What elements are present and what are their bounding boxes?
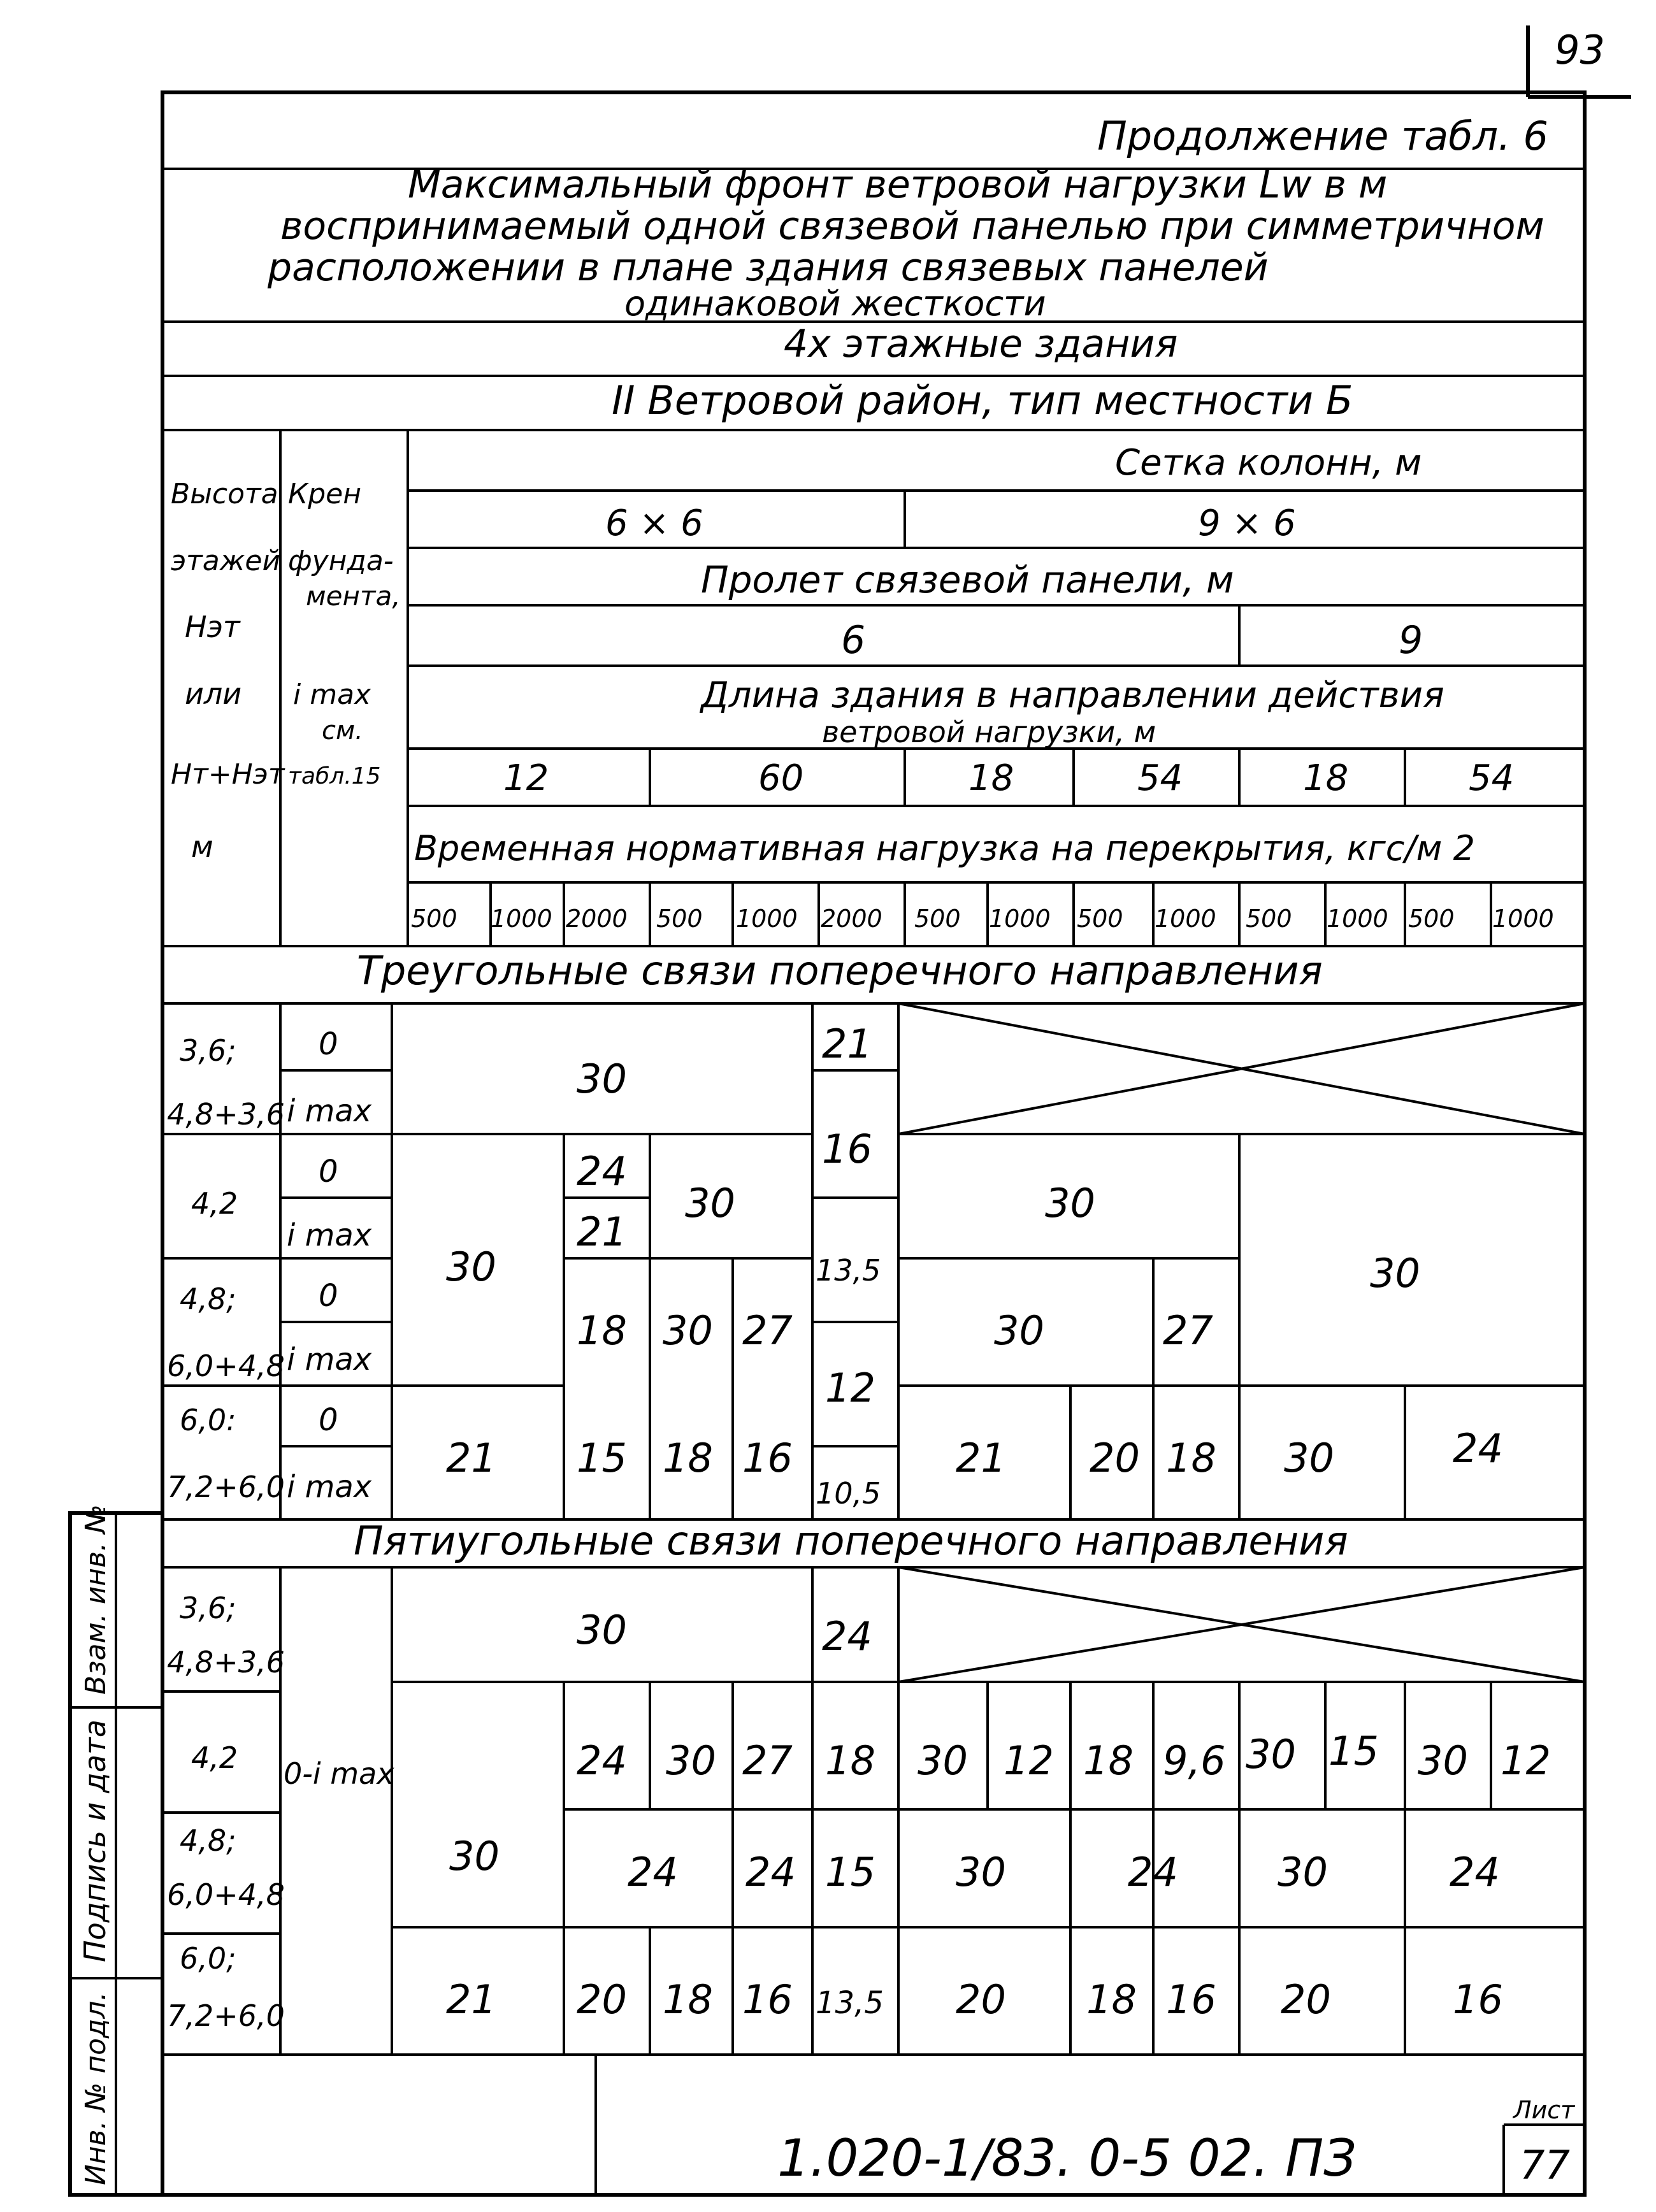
svg-text:30: 30 [685, 1180, 735, 1226]
svg-text:16: 16 [822, 1126, 872, 1172]
pentagonal-grid [162, 1567, 1585, 2055]
side-stamp [70, 1504, 162, 2195]
live-load-label: Временная нормативная нагрузка на перекрытия, кгс/м 2 [414, 828, 1475, 868]
svg-text:30: 30 [577, 1607, 627, 1653]
building-length-label-2: ветровой нагрузки, м [822, 715, 1156, 749]
tilt-column-header [288, 478, 401, 789]
svg-text:54: 54 [1469, 758, 1515, 799]
svg-text:0: 0 [319, 1026, 338, 1062]
svg-text:см.: см. [322, 716, 363, 745]
svg-text:Подпись и дата: Подпись и дата [78, 1719, 112, 1962]
svg-text:20: 20 [1281, 1976, 1331, 2023]
svg-text:30: 30 [918, 1737, 968, 1784]
svg-text:30: 30 [1045, 1180, 1095, 1226]
svg-text:21: 21 [577, 1209, 627, 1255]
svg-text:20: 20 [1090, 1435, 1140, 1481]
svg-text:30: 30 [446, 1244, 496, 1290]
svg-text:i max: i max [287, 1342, 372, 1377]
svg-text:24: 24 [577, 1148, 627, 1195]
panel-span-label: Пролет связевой панели, м [701, 558, 1234, 601]
sheet-label: Лист [1513, 2096, 1575, 2124]
svg-text:30: 30 [1278, 1849, 1328, 1895]
column-grid-label: Сетка колонн, м [1115, 442, 1422, 484]
svg-text:12: 12 [825, 1365, 875, 1411]
svg-text:i max: i max [287, 1093, 372, 1129]
svg-text:54: 54 [1137, 758, 1183, 799]
svg-text:20: 20 [577, 1976, 627, 2023]
svg-text:6,0;: 6,0; [180, 1941, 236, 1976]
svg-text:500: 500 [656, 905, 703, 933]
svg-text:13,5: 13,5 [816, 1985, 884, 2021]
svg-text:Нт+Нэт: Нт+Нэт [171, 758, 285, 791]
svg-text:30: 30 [1418, 1737, 1468, 1784]
table-continuation-caption: Продолжение табл. 6 [1097, 113, 1548, 159]
sheet-number: 77 [1520, 2142, 1570, 2188]
svg-text:18: 18 [663, 1976, 713, 2023]
svg-text:4,8+3,6: 4,8+3,6 [167, 1097, 285, 1131]
svg-text:0: 0 [319, 1278, 338, 1314]
grid-6x6: 6 × 6 [605, 503, 703, 544]
svg-text:15: 15 [1328, 1728, 1379, 1774]
svg-text:30: 30 [1370, 1250, 1420, 1296]
document-code: 1.020-1/83. 0-5 02. ПЗ [777, 2129, 1357, 2188]
svg-text:18: 18 [825, 1737, 875, 1784]
svg-text:24: 24 [1450, 1849, 1500, 1895]
svg-text:30: 30 [994, 1307, 1044, 1354]
svg-text:или: или [185, 677, 242, 711]
svg-text:4,8;: 4,8; [180, 1823, 236, 1858]
svg-text:30: 30 [663, 1307, 713, 1354]
svg-text:4,2: 4,2 [191, 1741, 238, 1775]
svg-text:3,6;: 3,6; [180, 1591, 236, 1625]
svg-text:15: 15 [825, 1849, 875, 1895]
svg-text:1000: 1000 [736, 905, 798, 933]
triangular-tilt-labels [287, 1026, 372, 1505]
svg-text:Нэт: Нэт [185, 610, 240, 644]
svg-text:16: 16 [742, 1976, 793, 2023]
svg-text:10,5: 10,5 [816, 1476, 881, 1511]
svg-text:24: 24 [745, 1849, 796, 1895]
page-number: 93 [1555, 27, 1605, 73]
svg-text:6,0+4,8: 6,0+4,8 [167, 1349, 285, 1383]
svg-text:500: 500 [411, 905, 457, 933]
svg-text:2000: 2000 [566, 905, 628, 933]
svg-text:9,6: 9,6 [1163, 1737, 1226, 1784]
svg-text:Инв. № подл.: Инв. № подл. [80, 1992, 112, 2185]
svg-text:24: 24 [628, 1849, 678, 1895]
svg-text:16: 16 [1453, 1976, 1503, 2023]
svg-text:30: 30 [449, 1833, 500, 1879]
svg-text:12: 12 [1501, 1737, 1551, 1784]
svg-text:7,2+6,0: 7,2+6,0 [167, 1999, 285, 2033]
height-column-header [171, 478, 285, 864]
triangular-height-labels [167, 1033, 285, 1504]
title-line-1: Максимальный фронт ветровой нагрузки Lw в м [408, 162, 1388, 207]
svg-text:18: 18 [968, 758, 1014, 799]
svg-text:6,0+4,8: 6,0+4,8 [167, 1878, 285, 1912]
svg-text:30: 30 [666, 1737, 716, 1784]
svg-text:18: 18 [1166, 1435, 1216, 1481]
svg-text:фунда-: фунда- [288, 545, 394, 577]
svg-text:24: 24 [577, 1737, 627, 1784]
pentagonal-values [446, 1607, 1551, 2023]
svg-text:21: 21 [956, 1435, 1006, 1481]
svg-text:18: 18 [1086, 1976, 1137, 2023]
svg-text:24: 24 [822, 1613, 872, 1660]
svg-text:60: 60 [758, 758, 804, 799]
svg-text:мента,: мента, [306, 580, 401, 612]
svg-text:этажей: этажей [171, 545, 281, 577]
svg-text:1000: 1000 [989, 905, 1051, 933]
svg-text:500: 500 [914, 905, 961, 933]
svg-text:21: 21 [822, 1021, 872, 1067]
svg-text:7,2+6,0: 7,2+6,0 [167, 1470, 285, 1504]
svg-text:табл.15: табл.15 [288, 763, 381, 789]
svg-text:13,5: 13,5 [816, 1253, 881, 1288]
grid-9x6: 9 × 6 [1198, 503, 1296, 544]
svg-text:15: 15 [577, 1435, 627, 1481]
svg-text:4,8;: 4,8; [180, 1282, 236, 1316]
title-line-4: одинаковой жесткости [624, 284, 1046, 324]
svg-text:16: 16 [1166, 1976, 1216, 2023]
svg-text:27: 27 [742, 1737, 793, 1784]
svg-text:27: 27 [742, 1307, 793, 1354]
span-9: 9 [1399, 618, 1423, 663]
triangular-values [446, 1021, 1503, 1511]
svg-text:21: 21 [446, 1435, 496, 1481]
svg-text:18: 18 [1083, 1737, 1134, 1784]
svg-text:3,6;: 3,6; [180, 1033, 236, 1068]
svg-text:12: 12 [503, 758, 549, 799]
svg-text:30: 30 [1284, 1435, 1334, 1481]
svg-text:1000: 1000 [1327, 905, 1388, 933]
svg-text:1000: 1000 [491, 905, 552, 933]
live-load-values [411, 905, 1554, 933]
pentagonal-braces-heading: Пятиугольные связи поперечного направления [354, 1518, 1348, 1564]
svg-text:18: 18 [663, 1435, 713, 1481]
svg-text:24: 24 [1128, 1849, 1178, 1895]
svg-text:4,2: 4,2 [191, 1186, 238, 1221]
title-line-3: расположении в плане здания связевых панелей [268, 245, 1269, 290]
svg-text:18: 18 [1303, 758, 1349, 799]
svg-text:16: 16 [742, 1435, 793, 1481]
svg-text:0: 0 [319, 1154, 338, 1189]
svg-text:1000: 1000 [1155, 905, 1216, 933]
svg-text:12: 12 [1004, 1737, 1054, 1784]
svg-text:4,8+3,6: 4,8+3,6 [167, 1645, 285, 1679]
floors-heading: 4х этажные здания [784, 322, 1178, 366]
svg-text:500: 500 [1246, 905, 1292, 933]
svg-text:20: 20 [956, 1976, 1006, 2023]
span-6: 6 [841, 618, 866, 663]
title-block [596, 2055, 1585, 2195]
svg-text:i max: i max [287, 1469, 372, 1505]
svg-text:1000: 1000 [1492, 905, 1554, 933]
svg-text:i max: i max [293, 679, 371, 711]
building-length-label-1: Длина здания в направлении действия [701, 675, 1444, 716]
svg-text:0: 0 [319, 1402, 338, 1438]
pentagonal-tilt-label: 0-i max [284, 1756, 394, 1791]
svg-text:Взам. инв. №: Взам. инв. № [80, 1504, 112, 1695]
svg-text:Высота: Высота [171, 478, 278, 510]
svg-text:i max: i max [287, 1217, 372, 1253]
svg-text:500: 500 [1077, 905, 1123, 933]
svg-text:2000: 2000 [821, 905, 882, 933]
title-line-2: воспринимаемый одной связевой панелью при симметричном [280, 204, 1544, 248]
svg-text:18: 18 [577, 1307, 627, 1354]
svg-text:Крен: Крен [288, 478, 362, 510]
svg-text:30: 30 [1246, 1731, 1296, 1778]
svg-text:м: м [191, 830, 213, 864]
svg-text:30: 30 [956, 1849, 1006, 1895]
building-length-values [503, 758, 1514, 799]
svg-text:500: 500 [1408, 905, 1455, 933]
svg-text:30: 30 [577, 1056, 627, 1102]
svg-text:21: 21 [446, 1976, 496, 2023]
svg-text:27: 27 [1163, 1307, 1213, 1354]
wind-region-heading: II Ветровой район, тип местности Б [612, 377, 1353, 424]
triangular-braces-heading: Треугольные связи поперечного направления [357, 947, 1323, 994]
svg-text:6,0:: 6,0: [180, 1403, 236, 1437]
svg-text:24: 24 [1453, 1425, 1503, 1472]
